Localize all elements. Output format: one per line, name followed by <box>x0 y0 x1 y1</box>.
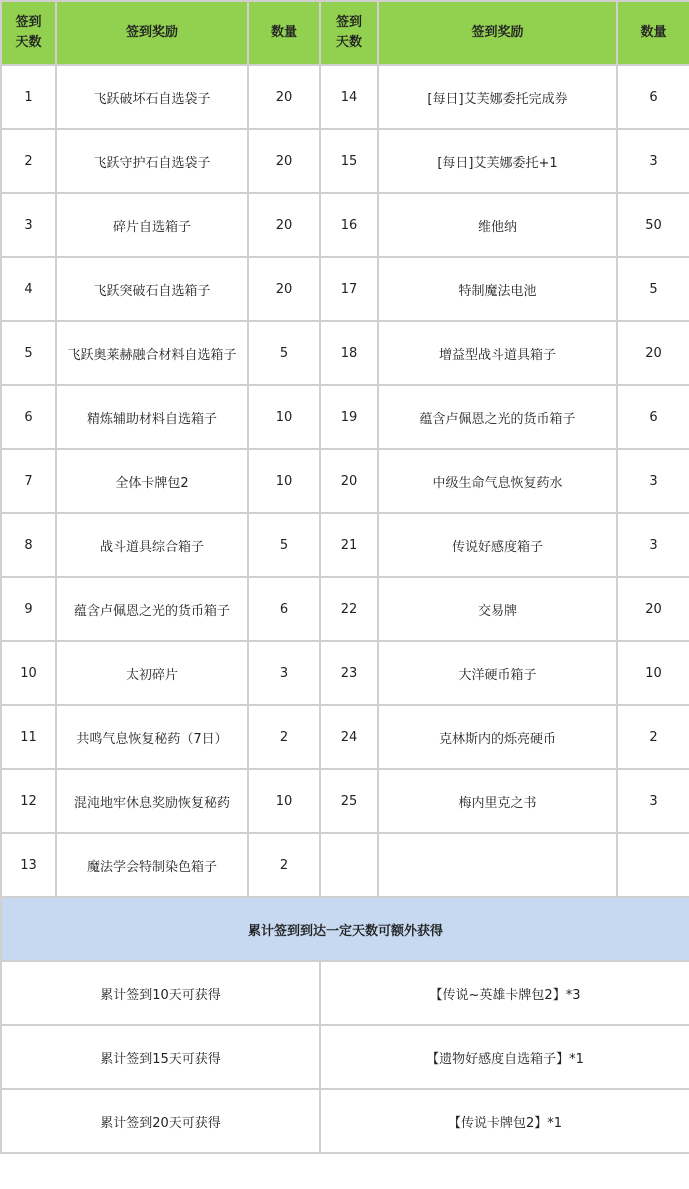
cell-qty-left: 10 <box>248 449 320 513</box>
cell-reward-left: 飞跃奥莱赫融合材料自选箱子 <box>56 321 248 385</box>
cell-day-right: 25 <box>320 769 378 833</box>
table-row <box>1 641 689 705</box>
cell-reward-right: 维他纳 <box>378 193 617 257</box>
cell-day-left: 3 <box>1 193 56 257</box>
cumulative-reward: 【遗物好感度自选箱子】*1 <box>320 1025 689 1089</box>
reward-rows <box>1 65 689 897</box>
cell-day-right: 18 <box>320 321 378 385</box>
cell-reward-left: 碎片自选箱子 <box>56 193 248 257</box>
cell-reward-left: 蕴含卢佩恩之光的货币箱子 <box>56 577 248 641</box>
cell-reward-right: 蕴含卢佩恩之光的货币箱子 <box>378 385 617 449</box>
cell-day-right: 23 <box>320 641 378 705</box>
cell-day-right: 21 <box>320 513 378 577</box>
cumulative-row <box>1 961 689 1025</box>
cell-qty-right: 3 <box>617 769 689 833</box>
cumulative-row <box>1 1025 689 1089</box>
cumulative-reward: 【传说~英雄卡牌包2】*3 <box>320 961 689 1025</box>
cell-day-right: 16 <box>320 193 378 257</box>
cell-qty-right: 20 <box>617 321 689 385</box>
cell-qty-left: 2 <box>248 833 320 897</box>
cell-qty-right: 6 <box>617 385 689 449</box>
cell-qty-left: 10 <box>248 769 320 833</box>
table-row <box>1 449 689 513</box>
header-qty-right: 数量 <box>617 1 689 65</box>
cell-day-left: 13 <box>1 833 56 897</box>
table-row <box>1 513 689 577</box>
cell-reward-left: 飞跃守护石自选袋子 <box>56 129 248 193</box>
cell-qty-right: 6 <box>617 65 689 129</box>
cell-day-right: 14 <box>320 65 378 129</box>
cell-qty-right: 3 <box>617 449 689 513</box>
cell-reward-right: 特制魔法电池 <box>378 257 617 321</box>
cell-day-right: 22 <box>320 577 378 641</box>
table-row <box>1 193 689 257</box>
cell-reward-right: [每日]艾芙娜委托完成券 <box>378 65 617 129</box>
table-row <box>1 385 689 449</box>
cell-reward-left: 战斗道具综合箱子 <box>56 513 248 577</box>
cell-day-right: 17 <box>320 257 378 321</box>
cell-qty-left: 10 <box>248 385 320 449</box>
table-row <box>1 65 689 129</box>
cell-day-right: 20 <box>320 449 378 513</box>
cell-reward-right: 中级生命气息恢复药水 <box>378 449 617 513</box>
cumulative-title: 累计签到到达一定天数可额外获得 <box>1 897 689 961</box>
cell-reward-right: 交易牌 <box>378 577 617 641</box>
cell-qty-left: 5 <box>248 513 320 577</box>
cumulative-condition: 累计签到15天可获得 <box>1 1025 320 1089</box>
cell-reward-right <box>378 833 617 897</box>
cell-day-left: 6 <box>1 385 56 449</box>
cell-day-left: 10 <box>1 641 56 705</box>
cell-reward-right: [每日]艾芙娜委托+1 <box>378 129 617 193</box>
header-qty-left: 数量 <box>248 1 320 65</box>
cell-qty-left: 20 <box>248 193 320 257</box>
cell-reward-left: 混沌地牢休息奖励恢复秘药 <box>56 769 248 833</box>
cell-day-left: 12 <box>1 769 56 833</box>
cell-reward-left: 全体卡牌包2 <box>56 449 248 513</box>
table-row <box>1 321 689 385</box>
cell-reward-right: 增益型战斗道具箱子 <box>378 321 617 385</box>
cell-reward-right: 大洋硬币箱子 <box>378 641 617 705</box>
header-reward-left: 签到奖励 <box>56 1 248 65</box>
cell-reward-left: 精炼辅助材料自选箱子 <box>56 385 248 449</box>
table-row <box>1 769 689 833</box>
cumulative-reward: 【传说卡牌包2】*1 <box>320 1089 689 1153</box>
cumulative-condition: 累计签到20天可获得 <box>1 1089 320 1153</box>
table-row <box>1 257 689 321</box>
cell-qty-left: 20 <box>248 257 320 321</box>
cell-day-right: 15 <box>320 129 378 193</box>
cell-reward-right: 传说好感度箱子 <box>378 513 617 577</box>
header-day-left: 签到 天数 <box>1 1 56 65</box>
cell-reward-left: 共鸣气息恢复秘药（7日） <box>56 705 248 769</box>
cell-qty-left: 3 <box>248 641 320 705</box>
cell-qty-left: 20 <box>248 65 320 129</box>
header-day-right: 签到 天数 <box>320 1 378 65</box>
cell-qty-left: 5 <box>248 321 320 385</box>
cell-day-left: 4 <box>1 257 56 321</box>
cell-day-left: 11 <box>1 705 56 769</box>
cell-day-left: 1 <box>1 65 56 129</box>
table-header-row <box>1 1 689 65</box>
table-row <box>1 577 689 641</box>
cumulative-title-row <box>1 897 689 961</box>
cell-day-left: 9 <box>1 577 56 641</box>
cell-day-left: 5 <box>1 321 56 385</box>
cell-qty-right: 3 <box>617 129 689 193</box>
cell-reward-left: 飞跃突破石自选箱子 <box>56 257 248 321</box>
cell-qty-right: 20 <box>617 577 689 641</box>
cell-reward-left: 太初碎片 <box>56 641 248 705</box>
cell-qty-right: 2 <box>617 705 689 769</box>
table-row <box>1 705 689 769</box>
cell-day-right: 19 <box>320 385 378 449</box>
cell-qty-right: 50 <box>617 193 689 257</box>
cell-reward-left: 飞跃破坏石自选袋子 <box>56 65 248 129</box>
cell-qty-right: 10 <box>617 641 689 705</box>
cell-qty-left: 6 <box>248 577 320 641</box>
cell-reward-right: 克林斯内的烁亮硬币 <box>378 705 617 769</box>
cell-qty-right <box>617 833 689 897</box>
cell-day-right: 24 <box>320 705 378 769</box>
table-row <box>1 129 689 193</box>
table-row <box>1 833 689 897</box>
cell-qty-left: 2 <box>248 705 320 769</box>
cell-day-left: 7 <box>1 449 56 513</box>
cell-reward-left: 魔法学会特制染色箱子 <box>56 833 248 897</box>
cell-day-left: 2 <box>1 129 56 193</box>
cumulative-condition: 累计签到10天可获得 <box>1 961 320 1025</box>
cell-day-right <box>320 833 378 897</box>
cell-reward-right: 梅内里克之书 <box>378 769 617 833</box>
cumulative-row <box>1 1089 689 1153</box>
cell-day-left: 8 <box>1 513 56 577</box>
cell-qty-left: 20 <box>248 129 320 193</box>
header-reward-right: 签到奖励 <box>378 1 617 65</box>
cell-qty-right: 5 <box>617 257 689 321</box>
cell-qty-right: 3 <box>617 513 689 577</box>
